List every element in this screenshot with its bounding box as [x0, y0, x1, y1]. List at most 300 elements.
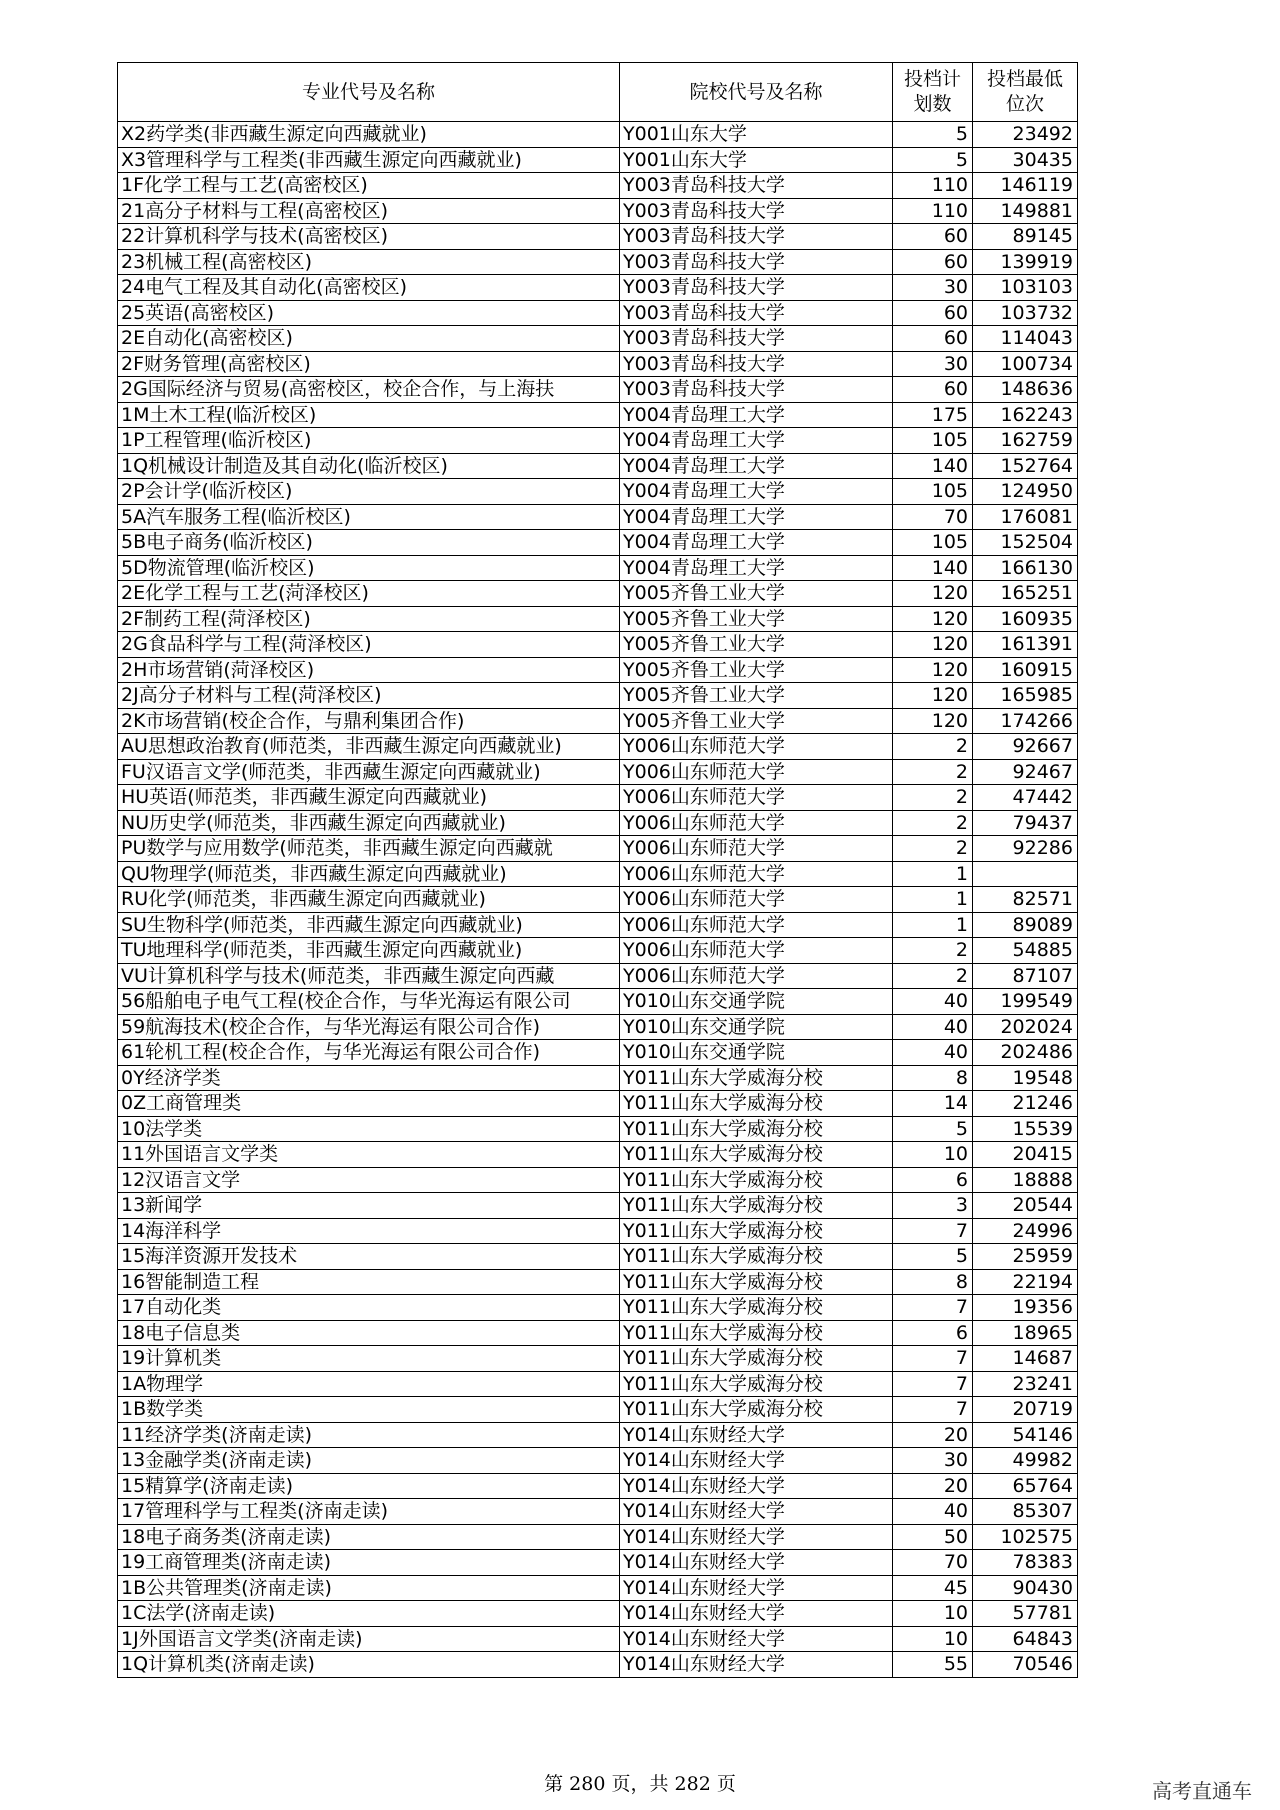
cell-school: Y004青岛理工大学: [620, 479, 893, 505]
cell-min-rank: 139919: [973, 249, 1078, 275]
cell-major: 56船舶电子电气工程(校企合作，与华光海运有限公司: [118, 989, 620, 1015]
cell-min-rank: 85307: [973, 1499, 1078, 1525]
cell-min-rank: 166130: [973, 555, 1078, 581]
cell-major: NU历史学(师范类，非西藏生源定向西藏就业): [118, 810, 620, 836]
cell-min-rank: 160935: [973, 606, 1078, 632]
cell-plan-count: 10: [893, 1626, 973, 1652]
cell-plan-count: 2: [893, 836, 973, 862]
table-row: [118, 1269, 1078, 1295]
cell-min-rank: 14687: [973, 1346, 1078, 1372]
table-row: [118, 1244, 1078, 1270]
cell-major: 17管理科学与工程类(济南走读): [118, 1499, 620, 1525]
cell-plan-count: 30: [893, 275, 973, 301]
table-row: [118, 1626, 1078, 1652]
cell-min-rank: 92286: [973, 836, 1078, 862]
cell-major: 18电子商务类(济南走读): [118, 1524, 620, 1550]
cell-school: Y004青岛理工大学: [620, 428, 893, 454]
cell-major: 5D物流管理(临沂校区): [118, 555, 620, 581]
cell-school: Y006山东师范大学: [620, 785, 893, 811]
cell-plan-count: 120: [893, 581, 973, 607]
cell-min-rank: 152764: [973, 453, 1078, 479]
cell-school: Y011山东大学威海分校: [620, 1320, 893, 1346]
table-row: [118, 1652, 1078, 1678]
table-row: [118, 1499, 1078, 1525]
cell-min-rank: 82571: [973, 887, 1078, 913]
cell-min-rank: 176081: [973, 504, 1078, 530]
cell-plan-count: 10: [893, 1601, 973, 1627]
cell-major: 2E自动化(高密校区): [118, 326, 620, 352]
cell-school: Y003青岛科技大学: [620, 275, 893, 301]
cell-major: 25英语(高密校区): [118, 300, 620, 326]
cell-min-rank: 70546: [973, 1652, 1078, 1678]
cell-min-rank: 64843: [973, 1626, 1078, 1652]
page-footer: 第 280 页，共 282 页: [544, 1773, 736, 1795]
cell-school: Y006山东师范大学: [620, 887, 893, 913]
cell-school: Y011山东大学威海分校: [620, 1116, 893, 1142]
table-row: [118, 479, 1078, 505]
cell-school: Y003青岛科技大学: [620, 326, 893, 352]
cell-min-rank: 54146: [973, 1422, 1078, 1448]
cell-school: Y014山东财经大学: [620, 1473, 893, 1499]
cell-plan-count: 2: [893, 810, 973, 836]
cell-school: Y006山东师范大学: [620, 912, 893, 938]
cell-school: Y011山东大学威海分校: [620, 1193, 893, 1219]
cell-major: 2G国际经济与贸易(高密校区，校企合作，与上海扶: [118, 377, 620, 403]
cell-plan-count: 2: [893, 734, 973, 760]
cell-plan-count: 60: [893, 300, 973, 326]
cell-min-rank: 19548: [973, 1065, 1078, 1091]
cell-school: Y010山东交通学院: [620, 1014, 893, 1040]
cell-major: X2药学类(非西藏生源定向西藏就业): [118, 122, 620, 148]
cell-school: Y014山东财经大学: [620, 1422, 893, 1448]
table-row: [118, 1167, 1078, 1193]
cell-school: Y006山东师范大学: [620, 861, 893, 887]
cell-school: Y003青岛科技大学: [620, 351, 893, 377]
table-row: [118, 1065, 1078, 1091]
cell-major: 5B电子商务(临沂校区): [118, 530, 620, 556]
cell-school: Y010山东交通学院: [620, 989, 893, 1015]
cell-plan-count: 120: [893, 708, 973, 734]
cell-major: PU数学与应用数学(师范类，非西藏生源定向西藏就: [118, 836, 620, 862]
cell-min-rank: 22194: [973, 1269, 1078, 1295]
cell-plan-count: 8: [893, 1269, 973, 1295]
cell-plan-count: 2: [893, 963, 973, 989]
cell-major: 2G食品科学与工程(菏泽校区): [118, 632, 620, 658]
cell-plan-count: 6: [893, 1167, 973, 1193]
cell-plan-count: 1: [893, 887, 973, 913]
cell-major: 11经济学类(济南走读): [118, 1422, 620, 1448]
table-row: [118, 1218, 1078, 1244]
cell-min-rank: 165985: [973, 683, 1078, 709]
cell-plan-count: 7: [893, 1295, 973, 1321]
header-major: 专业代号及名称: [118, 63, 620, 122]
table-row: [118, 428, 1078, 454]
cell-min-rank: 146119: [973, 173, 1078, 199]
cell-major: 24电气工程及其自动化(高密校区): [118, 275, 620, 301]
table-row: [118, 1524, 1078, 1550]
cell-school: Y003青岛科技大学: [620, 173, 893, 199]
cell-major: 18电子信息类: [118, 1320, 620, 1346]
cell-school: Y011山东大学威海分校: [620, 1397, 893, 1423]
cell-major: 15精算学(济南走读): [118, 1473, 620, 1499]
cell-major: VU计算机科学与技术(师范类，非西藏生源定向西藏: [118, 963, 620, 989]
cell-min-rank: 92467: [973, 759, 1078, 785]
table-row: [118, 530, 1078, 556]
cell-min-rank: 202024: [973, 1014, 1078, 1040]
watermark-text: 高考直通车: [1152, 1779, 1252, 1803]
table-row: [118, 708, 1078, 734]
table-row: [118, 326, 1078, 352]
cell-plan-count: 7: [893, 1218, 973, 1244]
cell-school: Y001山东大学: [620, 147, 893, 173]
cell-plan-count: 60: [893, 249, 973, 275]
cell-min-rank: 47442: [973, 785, 1078, 811]
cell-school: Y006山东师范大学: [620, 836, 893, 862]
table-row: [118, 1091, 1078, 1117]
table-row: [118, 1422, 1078, 1448]
cell-major: 1F化学工程与工艺(高密校区): [118, 173, 620, 199]
cell-school: Y014山东财经大学: [620, 1601, 893, 1627]
cell-school: Y011山东大学威海分校: [620, 1065, 893, 1091]
cell-school: Y003青岛科技大学: [620, 300, 893, 326]
cell-plan-count: 45: [893, 1575, 973, 1601]
cell-major: 10法学类: [118, 1116, 620, 1142]
cell-plan-count: 140: [893, 555, 973, 581]
cell-school: Y014山东财经大学: [620, 1524, 893, 1550]
table-row: [118, 1575, 1078, 1601]
cell-plan-count: 70: [893, 1550, 973, 1576]
cell-min-rank: 162243: [973, 402, 1078, 428]
cell-plan-count: 7: [893, 1397, 973, 1423]
cell-plan-count: 60: [893, 224, 973, 250]
cell-min-rank: 89089: [973, 912, 1078, 938]
cell-plan-count: 120: [893, 657, 973, 683]
cell-plan-count: 110: [893, 198, 973, 224]
table-row: [118, 683, 1078, 709]
cell-plan-count: 105: [893, 428, 973, 454]
cell-plan-count: 2: [893, 938, 973, 964]
cell-major: 19工商管理类(济南走读): [118, 1550, 620, 1576]
cell-major: 14海洋科学: [118, 1218, 620, 1244]
table-row: [118, 861, 1078, 887]
table-row: [118, 1371, 1078, 1397]
table-row: [118, 402, 1078, 428]
table-row: [118, 1142, 1078, 1168]
cell-major: SU生物科学(师范类，非西藏生源定向西藏就业): [118, 912, 620, 938]
cell-min-rank: 100734: [973, 351, 1078, 377]
cell-min-rank: 124950: [973, 479, 1078, 505]
cell-major: 2F制药工程(菏泽校区): [118, 606, 620, 632]
cell-school: Y004青岛理工大学: [620, 530, 893, 556]
cell-min-rank: 103103: [973, 275, 1078, 301]
cell-major: 22计算机科学与技术(高密校区): [118, 224, 620, 250]
cell-major: 21高分子材料与工程(高密校区): [118, 198, 620, 224]
cell-min-rank: 102575: [973, 1524, 1078, 1550]
cell-plan-count: 120: [893, 606, 973, 632]
table-row: [118, 632, 1078, 658]
cell-major: 2P会计学(临沂校区): [118, 479, 620, 505]
cell-major: 1Q机械设计制造及其自动化(临沂校区): [118, 453, 620, 479]
cell-min-rank: 25959: [973, 1244, 1078, 1270]
header-school: 院校代号及名称: [620, 63, 893, 122]
cell-min-rank: 19356: [973, 1295, 1078, 1321]
cell-school: Y003青岛科技大学: [620, 377, 893, 403]
cell-major: 23机械工程(高密校区): [118, 249, 620, 275]
cell-plan-count: 7: [893, 1346, 973, 1372]
header-plan-count: [893, 63, 973, 122]
cell-min-rank: 79437: [973, 810, 1078, 836]
cell-min-rank: 24996: [973, 1218, 1078, 1244]
table-row: [118, 377, 1078, 403]
header-plan-count-text: 投档计 划数: [903, 68, 961, 115]
header-min-rank-text: 投档最低 位次: [986, 68, 1063, 115]
cell-min-rank: 114043: [973, 326, 1078, 352]
cell-major: 1J外国语言文学类(济南走读): [118, 1626, 620, 1652]
cell-school: Y006山东师范大学: [620, 734, 893, 760]
cell-school: Y014山东财经大学: [620, 1499, 893, 1525]
cell-min-rank: 148636: [973, 377, 1078, 403]
cell-major: AU思想政治教育(师范类，非西藏生源定向西藏就业): [118, 734, 620, 760]
cell-plan-count: 40: [893, 1040, 973, 1066]
table-row: [118, 938, 1078, 964]
cell-school: Y004青岛理工大学: [620, 555, 893, 581]
cell-major: 1B公共管理类(济南走读): [118, 1575, 620, 1601]
cell-major: 13金融学类(济南走读): [118, 1448, 620, 1474]
table-row: [118, 734, 1078, 760]
cell-plan-count: 1: [893, 912, 973, 938]
cell-min-rank: 92667: [973, 734, 1078, 760]
cell-major: FU汉语言文学(师范类，非西藏生源定向西藏就业): [118, 759, 620, 785]
cell-major: 5A汽车服务工程(临沂校区): [118, 504, 620, 530]
cell-plan-count: 2: [893, 759, 973, 785]
cell-school: Y005齐鲁工业大学: [620, 657, 893, 683]
table-row: [118, 989, 1078, 1015]
cell-major: 1B数学类: [118, 1397, 620, 1423]
cell-min-rank: 152504: [973, 530, 1078, 556]
cell-min-rank: 49982: [973, 1448, 1078, 1474]
cell-plan-count: 3: [893, 1193, 973, 1219]
cell-school: Y006山东师范大学: [620, 938, 893, 964]
cell-major: 2E化学工程与工艺(菏泽校区): [118, 581, 620, 607]
cell-plan-count: 20: [893, 1473, 973, 1499]
cell-min-rank: 20415: [973, 1142, 1078, 1168]
cell-major: 61轮机工程(校企合作，与华光海运有限公司合作): [118, 1040, 620, 1066]
cell-plan-count: 5: [893, 1116, 973, 1142]
table-row: [118, 198, 1078, 224]
table-header-row: [118, 63, 1078, 122]
cell-school: Y001山东大学: [620, 122, 893, 148]
cell-school: Y014山东财经大学: [620, 1448, 893, 1474]
cell-min-rank: 89145: [973, 224, 1078, 250]
cell-school: Y003青岛科技大学: [620, 249, 893, 275]
cell-school: Y011山东大学威海分校: [620, 1244, 893, 1270]
cell-min-rank: 18888: [973, 1167, 1078, 1193]
table-row: [118, 1346, 1078, 1372]
cell-major: TU地理科学(师范类，非西藏生源定向西藏就业): [118, 938, 620, 964]
cell-plan-count: 30: [893, 351, 973, 377]
cell-min-rank: 57781: [973, 1601, 1078, 1627]
cell-plan-count: 175: [893, 402, 973, 428]
cell-min-rank: 18965: [973, 1320, 1078, 1346]
cell-plan-count: 55: [893, 1652, 973, 1678]
cell-min-rank: 21246: [973, 1091, 1078, 1117]
table-row: [118, 1193, 1078, 1219]
cell-plan-count: 120: [893, 683, 973, 709]
table-row: [118, 275, 1078, 301]
table-row: [118, 1116, 1078, 1142]
cell-school: Y011山东大学威海分校: [620, 1091, 893, 1117]
cell-min-rank: 30435: [973, 147, 1078, 173]
cell-min-rank: 149881: [973, 198, 1078, 224]
cell-plan-count: 6: [893, 1320, 973, 1346]
cell-min-rank: 161391: [973, 632, 1078, 658]
table-row: [118, 1448, 1078, 1474]
cell-major: QU物理学(师范类，非西藏生源定向西藏就业): [118, 861, 620, 887]
cell-school: Y014山东财经大学: [620, 1626, 893, 1652]
table-row: [118, 351, 1078, 377]
cell-major: 13新闻学: [118, 1193, 620, 1219]
cell-plan-count: 105: [893, 530, 973, 556]
cell-min-rank: 90430: [973, 1575, 1078, 1601]
cell-school: Y005齐鲁工业大学: [620, 708, 893, 734]
table-row: [118, 1550, 1078, 1576]
cell-school: Y011山东大学威海分校: [620, 1371, 893, 1397]
cell-major: 16智能制造工程: [118, 1269, 620, 1295]
cell-min-rank: 15539: [973, 1116, 1078, 1142]
cell-plan-count: 1: [893, 861, 973, 887]
cell-major: 1P工程管理(临沂校区): [118, 428, 620, 454]
cell-major: 0Z工商管理类: [118, 1091, 620, 1117]
cell-major: X3管理科学与工程类(非西藏生源定向西藏就业): [118, 147, 620, 173]
cell-school: Y005齐鲁工业大学: [620, 606, 893, 632]
cell-major: 2H市场营销(菏泽校区): [118, 657, 620, 683]
cell-min-rank: 165251: [973, 581, 1078, 607]
cell-plan-count: 50: [893, 1524, 973, 1550]
cell-plan-count: 70: [893, 504, 973, 530]
cell-min-rank: 20544: [973, 1193, 1078, 1219]
cell-plan-count: 40: [893, 1499, 973, 1525]
table-row: [118, 1040, 1078, 1066]
cell-school: Y011山东大学威海分校: [620, 1295, 893, 1321]
cell-min-rank: 199549: [973, 989, 1078, 1015]
table-row: [118, 887, 1078, 913]
cell-min-rank: 160915: [973, 657, 1078, 683]
cell-school: Y004青岛理工大学: [620, 402, 893, 428]
cell-school: Y006山东师范大学: [620, 759, 893, 785]
table-row: [118, 1473, 1078, 1499]
cell-major: 2J高分子材料与工程(菏泽校区): [118, 683, 620, 709]
cell-min-rank: 20719: [973, 1397, 1078, 1423]
cell-min-rank: 65764: [973, 1473, 1078, 1499]
table-row: [118, 912, 1078, 938]
cell-school: Y005齐鲁工业大学: [620, 683, 893, 709]
cell-plan-count: 20: [893, 1422, 973, 1448]
cell-plan-count: 14: [893, 1091, 973, 1117]
cell-school: Y011山东大学威海分校: [620, 1167, 893, 1193]
table-row: [118, 122, 1078, 148]
cell-plan-count: 7: [893, 1371, 973, 1397]
cell-min-rank: 54885: [973, 938, 1078, 964]
cell-min-rank: 103732: [973, 300, 1078, 326]
cell-school: Y014山东财经大学: [620, 1575, 893, 1601]
cell-plan-count: 5: [893, 147, 973, 173]
cell-plan-count: 110: [893, 173, 973, 199]
table-row: [118, 300, 1078, 326]
cell-major: 1A物理学: [118, 1371, 620, 1397]
table-row: [118, 249, 1078, 275]
cell-min-rank: 174266: [973, 708, 1078, 734]
cell-major: 1Q计算机类(济南走读): [118, 1652, 620, 1678]
cell-plan-count: 2: [893, 785, 973, 811]
cell-school: Y014山东财经大学: [620, 1652, 893, 1678]
cell-min-rank: 87107: [973, 963, 1078, 989]
table-row: [118, 785, 1078, 811]
cell-school: Y011山东大学威海分校: [620, 1346, 893, 1372]
table-row: [118, 963, 1078, 989]
cell-major: 2K市场营销(校企合作，与鼎利集团合作): [118, 708, 620, 734]
cell-plan-count: 5: [893, 122, 973, 148]
cell-major: 0Y经济学类: [118, 1065, 620, 1091]
cell-plan-count: 140: [893, 453, 973, 479]
cell-plan-count: 30: [893, 1448, 973, 1474]
cell-min-rank: 202486: [973, 1040, 1078, 1066]
cell-min-rank: 162759: [973, 428, 1078, 454]
table-row: [118, 1014, 1078, 1040]
cell-school: Y011山东大学威海分校: [620, 1142, 893, 1168]
cell-major: 1M土木工程(临沂校区): [118, 402, 620, 428]
cell-school: Y004青岛理工大学: [620, 504, 893, 530]
cell-plan-count: 120: [893, 632, 973, 658]
cell-plan-count: 40: [893, 989, 973, 1015]
table-row: [118, 555, 1078, 581]
table-row: [118, 1397, 1078, 1423]
cell-major: HU英语(师范类，非西藏生源定向西藏就业): [118, 785, 620, 811]
cell-school: Y003青岛科技大学: [620, 224, 893, 250]
table-row: [118, 1295, 1078, 1321]
admission-table: [117, 62, 1078, 1678]
cell-major: 19计算机类: [118, 1346, 620, 1372]
cell-school: Y005齐鲁工业大学: [620, 581, 893, 607]
cell-major: 59航海技术(校企合作，与华光海运有限公司合作): [118, 1014, 620, 1040]
cell-plan-count: 8: [893, 1065, 973, 1091]
cell-school: Y011山东大学威海分校: [620, 1269, 893, 1295]
cell-school: Y004青岛理工大学: [620, 453, 893, 479]
cell-school: Y011山东大学威海分校: [620, 1218, 893, 1244]
table-row: [118, 1320, 1078, 1346]
cell-school: Y003青岛科技大学: [620, 198, 893, 224]
table-row: [118, 810, 1078, 836]
cell-min-rank: 78383: [973, 1550, 1078, 1576]
cell-school: Y010山东交通学院: [620, 1040, 893, 1066]
cell-major: 12汉语言文学: [118, 1167, 620, 1193]
table-row: [118, 224, 1078, 250]
table-row: [118, 453, 1078, 479]
cell-plan-count: 105: [893, 479, 973, 505]
cell-school: Y005齐鲁工业大学: [620, 632, 893, 658]
cell-plan-count: 60: [893, 326, 973, 352]
cell-school: Y006山东师范大学: [620, 963, 893, 989]
cell-major: 1C法学(济南走读): [118, 1601, 620, 1627]
cell-school: Y006山东师范大学: [620, 810, 893, 836]
table-row: [118, 504, 1078, 530]
cell-major: RU化学(师范类，非西藏生源定向西藏就业): [118, 887, 620, 913]
header-min-rank: [973, 63, 1078, 122]
cell-major: 15海洋资源开发技术: [118, 1244, 620, 1270]
table-row: [118, 147, 1078, 173]
table-row: [118, 836, 1078, 862]
table-row: [118, 173, 1078, 199]
cell-min-rank: 23492: [973, 122, 1078, 148]
